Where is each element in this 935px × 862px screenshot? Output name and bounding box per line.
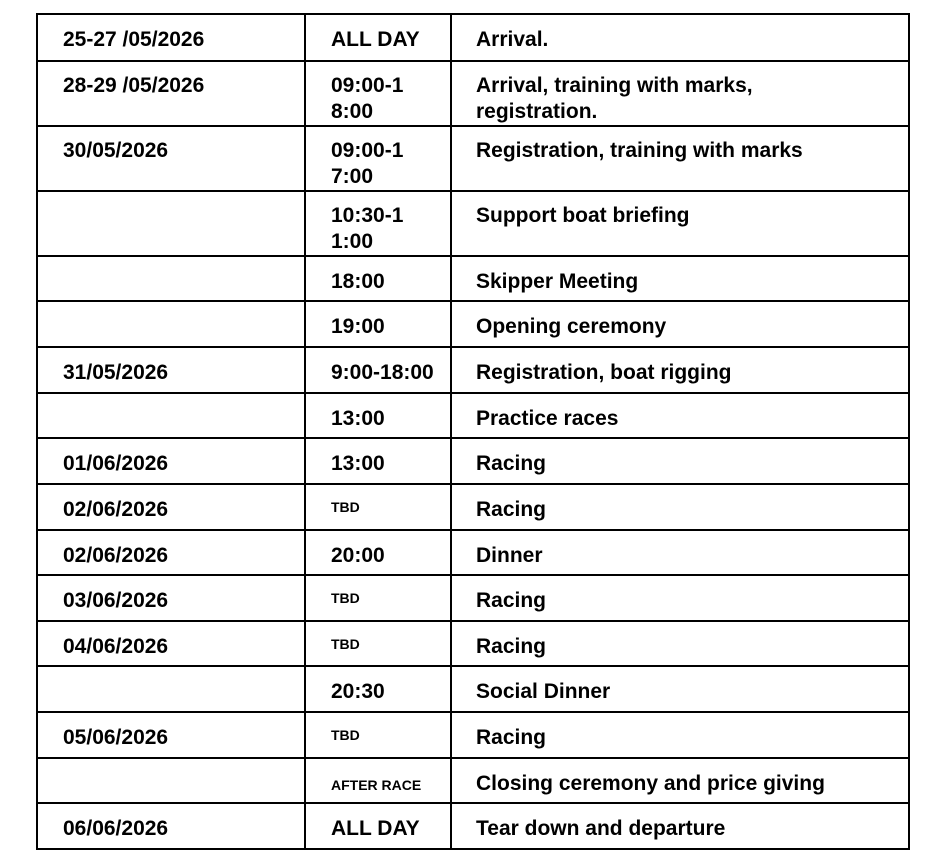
event-cell: Support boat briefing xyxy=(451,191,909,256)
table-row xyxy=(37,191,909,256)
time-cell: TBD xyxy=(305,712,451,758)
time-cell: ALL DAY xyxy=(305,14,451,61)
time-cell: 9:00-18:00 xyxy=(305,347,451,393)
time-cell: 18:00 xyxy=(305,256,451,301)
time-cell: 19:00 xyxy=(305,301,451,347)
date-cell: 31/05/2026 xyxy=(37,347,305,393)
date-cell: 25-27 /05/2026 xyxy=(37,14,305,61)
date-cell xyxy=(37,191,305,256)
date-cell: 01/06/2026 xyxy=(37,438,305,484)
date-cell xyxy=(37,666,305,712)
time-cell: ALL DAY xyxy=(305,803,451,849)
event-cell: Social Dinner xyxy=(451,666,909,712)
event-cell: Skipper Meeting xyxy=(451,256,909,301)
time-cell: 09:00-18:00 xyxy=(305,61,451,126)
event-cell: Racing xyxy=(451,484,909,530)
event-cell: Arrival. xyxy=(451,14,909,61)
event-cell: Closing ceremony and price giving xyxy=(451,758,909,803)
table-row xyxy=(37,14,909,61)
date-cell xyxy=(37,393,305,438)
date-cell: 06/06/2026 xyxy=(37,803,305,849)
table-row xyxy=(37,758,909,803)
time-cell: TBD xyxy=(305,621,451,666)
table-row xyxy=(37,803,909,849)
date-cell xyxy=(37,256,305,301)
table-row xyxy=(37,712,909,758)
event-cell: Registration, boat rigging xyxy=(451,347,909,393)
date-cell: 03/06/2026 xyxy=(37,575,305,621)
event-cell: Practice races xyxy=(451,393,909,438)
date-cell: 04/06/2026 xyxy=(37,621,305,666)
date-cell xyxy=(37,301,305,347)
schedule-table xyxy=(36,13,910,850)
table-row xyxy=(37,438,909,484)
table-row xyxy=(37,301,909,347)
time-cell: 13:00 xyxy=(305,393,451,438)
date-cell: 05/06/2026 xyxy=(37,712,305,758)
table-row xyxy=(37,575,909,621)
table-row xyxy=(37,484,909,530)
event-cell: Racing xyxy=(451,438,909,484)
table-row xyxy=(37,393,909,438)
time-cell: 20:30 xyxy=(305,666,451,712)
table-row xyxy=(37,621,909,666)
time-cell: 09:00-17:00 xyxy=(305,126,451,191)
time-cell: 13:00 xyxy=(305,438,451,484)
table-row xyxy=(37,347,909,393)
date-cell: 28-29 /05/2026 xyxy=(37,61,305,126)
event-cell: Racing xyxy=(451,621,909,666)
event-cell: Racing xyxy=(451,712,909,758)
date-cell xyxy=(37,758,305,803)
event-cell: Dinner xyxy=(451,530,909,575)
event-cell: Racing xyxy=(451,575,909,621)
time-cell: AFTER RACE xyxy=(305,758,451,803)
event-cell: Registration, training with marks xyxy=(451,126,909,191)
event-cell: Tear down and departure xyxy=(451,803,909,849)
date-cell: 02/06/2026 xyxy=(37,530,305,575)
event-cell: Opening ceremony xyxy=(451,301,909,347)
time-cell: TBD xyxy=(305,575,451,621)
time-cell: TBD xyxy=(305,484,451,530)
table-row xyxy=(37,256,909,301)
table-row xyxy=(37,61,909,126)
date-cell: 02/06/2026 xyxy=(37,484,305,530)
event-cell: Arrival, training with marks, registration. xyxy=(451,61,909,126)
time-cell: 20:00 xyxy=(305,530,451,575)
date-cell: 30/05/2026 xyxy=(37,126,305,191)
table-row xyxy=(37,530,909,575)
table-row xyxy=(37,666,909,712)
table-row xyxy=(37,126,909,191)
time-cell: 10:30-11:00 xyxy=(305,191,451,256)
